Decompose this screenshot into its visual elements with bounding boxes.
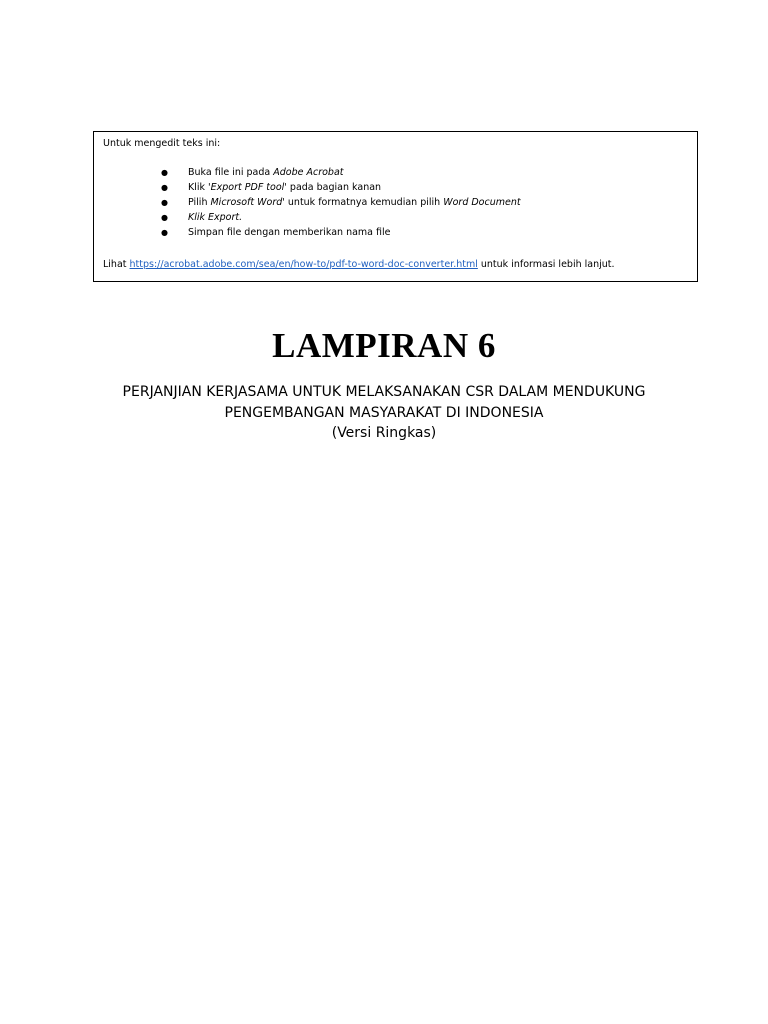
- bullet-icon: ●: [161, 183, 168, 192]
- bullet-icon: ●: [161, 228, 168, 237]
- converter-link[interactable]: https://acrobat.adobe.com/sea/en/how-to/pdf-to-word-doc-converter.html: [129, 259, 478, 270]
- list-item: ● Simpan file dengan memberikan nama file: [161, 227, 391, 238]
- document-subtitle: [60, 382, 708, 424]
- instruction-intro: Untuk mengedit teks ini:: [103, 138, 221, 149]
- list-item: ● Klik 'Export PDF tool' pada bagian kanan: [161, 182, 382, 193]
- bullet-icon: ●: [161, 198, 168, 207]
- subtitle-line-2: PENGEMBANGAN MASYARAKAT DI INDONESIA: [224, 405, 544, 421]
- bullet-icon: ●: [161, 213, 168, 222]
- instruction-steps: [94, 165, 521, 240]
- page-title: LAMPIRAN 6: [272, 326, 496, 365]
- instruction-footer: Lihat https://acrobat.adobe.com/sea/en/how-to/pdf-to-word-doc-converter.html untuk informasi lebih lanjut.: [103, 259, 615, 270]
- version-label: (Versi Ringkas): [331, 425, 437, 441]
- bullet-icon: ●: [161, 168, 168, 177]
- instruction-box: [93, 131, 698, 282]
- subtitle-line-1: PERJANJIAN KERJASAMA UNTUK MELAKSANAKAN CSR DALAM MENDUKUNG: [122, 384, 646, 400]
- list-item: ● Buka file ini pada Adobe Acrobat: [161, 167, 344, 178]
- list-item: ● Klik Export.: [161, 212, 243, 223]
- list-item: ● Pilih Microsoft Word' untuk formatnya kemudian pilih Word Document: [161, 197, 521, 208]
